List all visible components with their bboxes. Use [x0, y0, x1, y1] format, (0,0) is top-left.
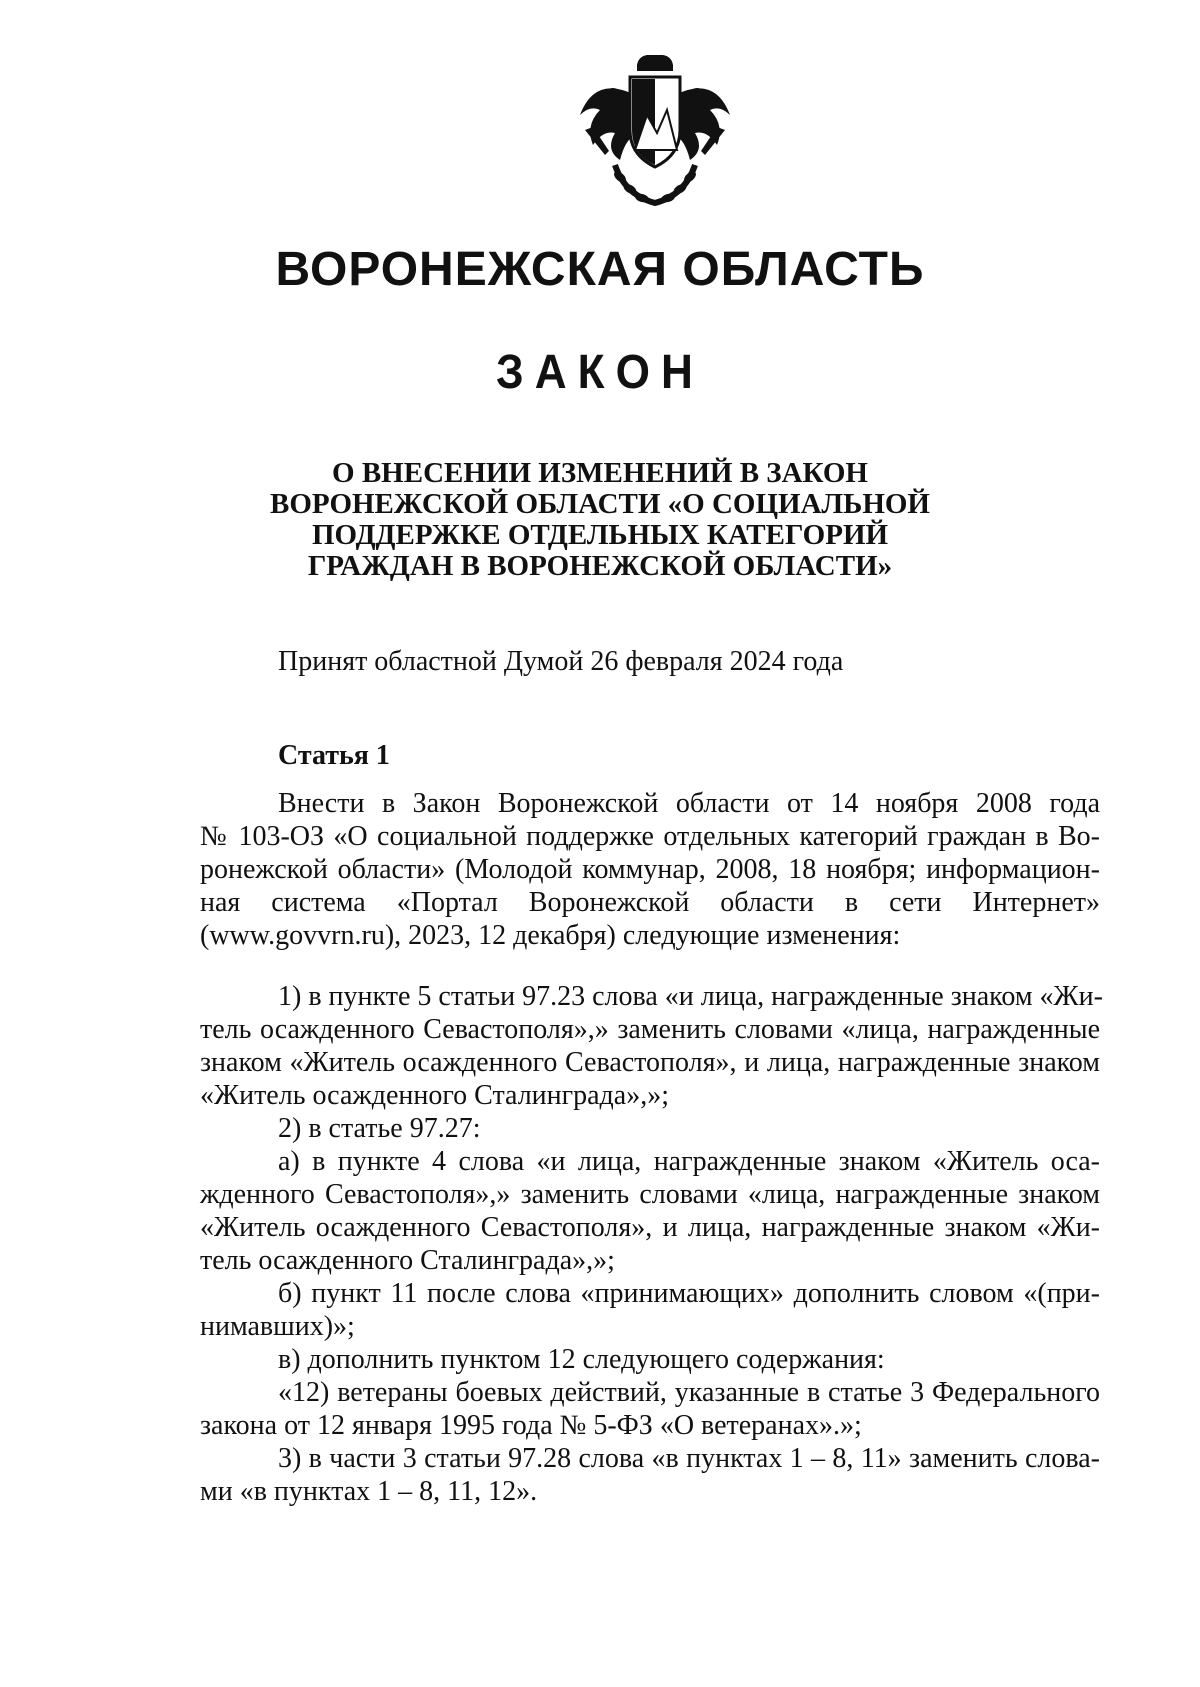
- law-title-line: ВОРОНЕЖСКОЙ ОБЛАСТИ «О СОЦИАЛЬНОЙ: [270, 488, 930, 520]
- text-line: в) дополнить пунктом 12 следующего содержания:: [278, 1344, 885, 1375]
- text-line: знаком «Житель осажденного Севастополя», и лица, награжденные знаком: [200, 1047, 1100, 1078]
- text-line: нимавших)»;: [200, 1311, 355, 1342]
- text-line: ми «в пунктах 1 – 8, 11, 12».: [200, 1476, 538, 1507]
- text-line: тель осажденного Сталинграда»,»;: [200, 1245, 615, 1276]
- text-line: «Житель осажденного Сталинграда»,»;: [200, 1080, 670, 1111]
- law-title-line: ГРАЖДАН В ВОРОНЕЖСКОЙ ОБЛАСТИ»: [307, 550, 893, 582]
- adoption-date: Принят областной Думой 26 февраля 2024 года: [278, 646, 844, 677]
- text-line: «Житель осажденного Севастополя», и лица, награжденные знаком «Жи-: [200, 1212, 1100, 1243]
- text-line: ная система «Портал Воронежской области в сети Интернет»: [200, 887, 1100, 918]
- text-line: закона от 12 января 1995 года № 5-ФЗ «О ветеранах».»;: [200, 1410, 862, 1441]
- text-line: № 103-ОЗ «О социальной поддержке отдельных категорий граждан в Во-: [200, 821, 1100, 852]
- region-heading: ВОРОНЕЖСКАЯ ОБЛАСТЬ: [275, 243, 925, 296]
- text-line: б) пункт 11 после слова «принимающих» дополнить словом «(при-: [278, 1278, 1100, 1309]
- text-line: 1) в пункте 5 статьи 97.23 слова «и лица, награжденные знаком «Жи-: [278, 981, 1103, 1012]
- article-heading: Статья 1: [278, 740, 390, 771]
- text-line: жденного Севастополя»,» заменить словами «лица, награжденные знаком: [200, 1179, 1100, 1210]
- law-title-line: ПОДДЕРЖКЕ ОТДЕЛЬНЫХ КАТЕГОРИЙ: [311, 519, 889, 551]
- intro-paragraph: [200, 787, 1100, 952]
- text-line: «12) ветераны боевых действий, указанные в статье 3 Федерального: [278, 1377, 1100, 1408]
- text-line: ронежской области» (Молодой коммунар, 2008, 18 ноября; информацион-: [200, 854, 1100, 885]
- document-type-heading: ЗАКОН: [496, 346, 704, 399]
- text-line: Внести в Закон Воронежской области от 14 ноября 2008 года: [278, 788, 1100, 819]
- text-line: (www.govvrn.ru), 2023, 12 декабря) следующие изменения:: [200, 920, 901, 951]
- text-line: а) в пункте 4 слова «и лица, награжденные знаком «Житель оса-: [278, 1146, 1100, 1177]
- law-title-line: О ВНЕСЕНИИ ИЗМЕНЕНИЙ В ЗАКОН: [332, 457, 868, 489]
- changes-list: [200, 980, 1103, 1508]
- text-line: 2) в статье 97.27:: [278, 1113, 481, 1144]
- law-title: [200, 458, 1000, 582]
- coat-of-arms-icon: [575, 55, 735, 215]
- text-line: тель осажденного Севастополя»,» заменить словами «лица, награжденные: [200, 1014, 1100, 1045]
- text-line: 3) в части 3 статьи 97.28 слова «в пунктах 1 – 8, 11» заменить слова-: [278, 1443, 1100, 1474]
